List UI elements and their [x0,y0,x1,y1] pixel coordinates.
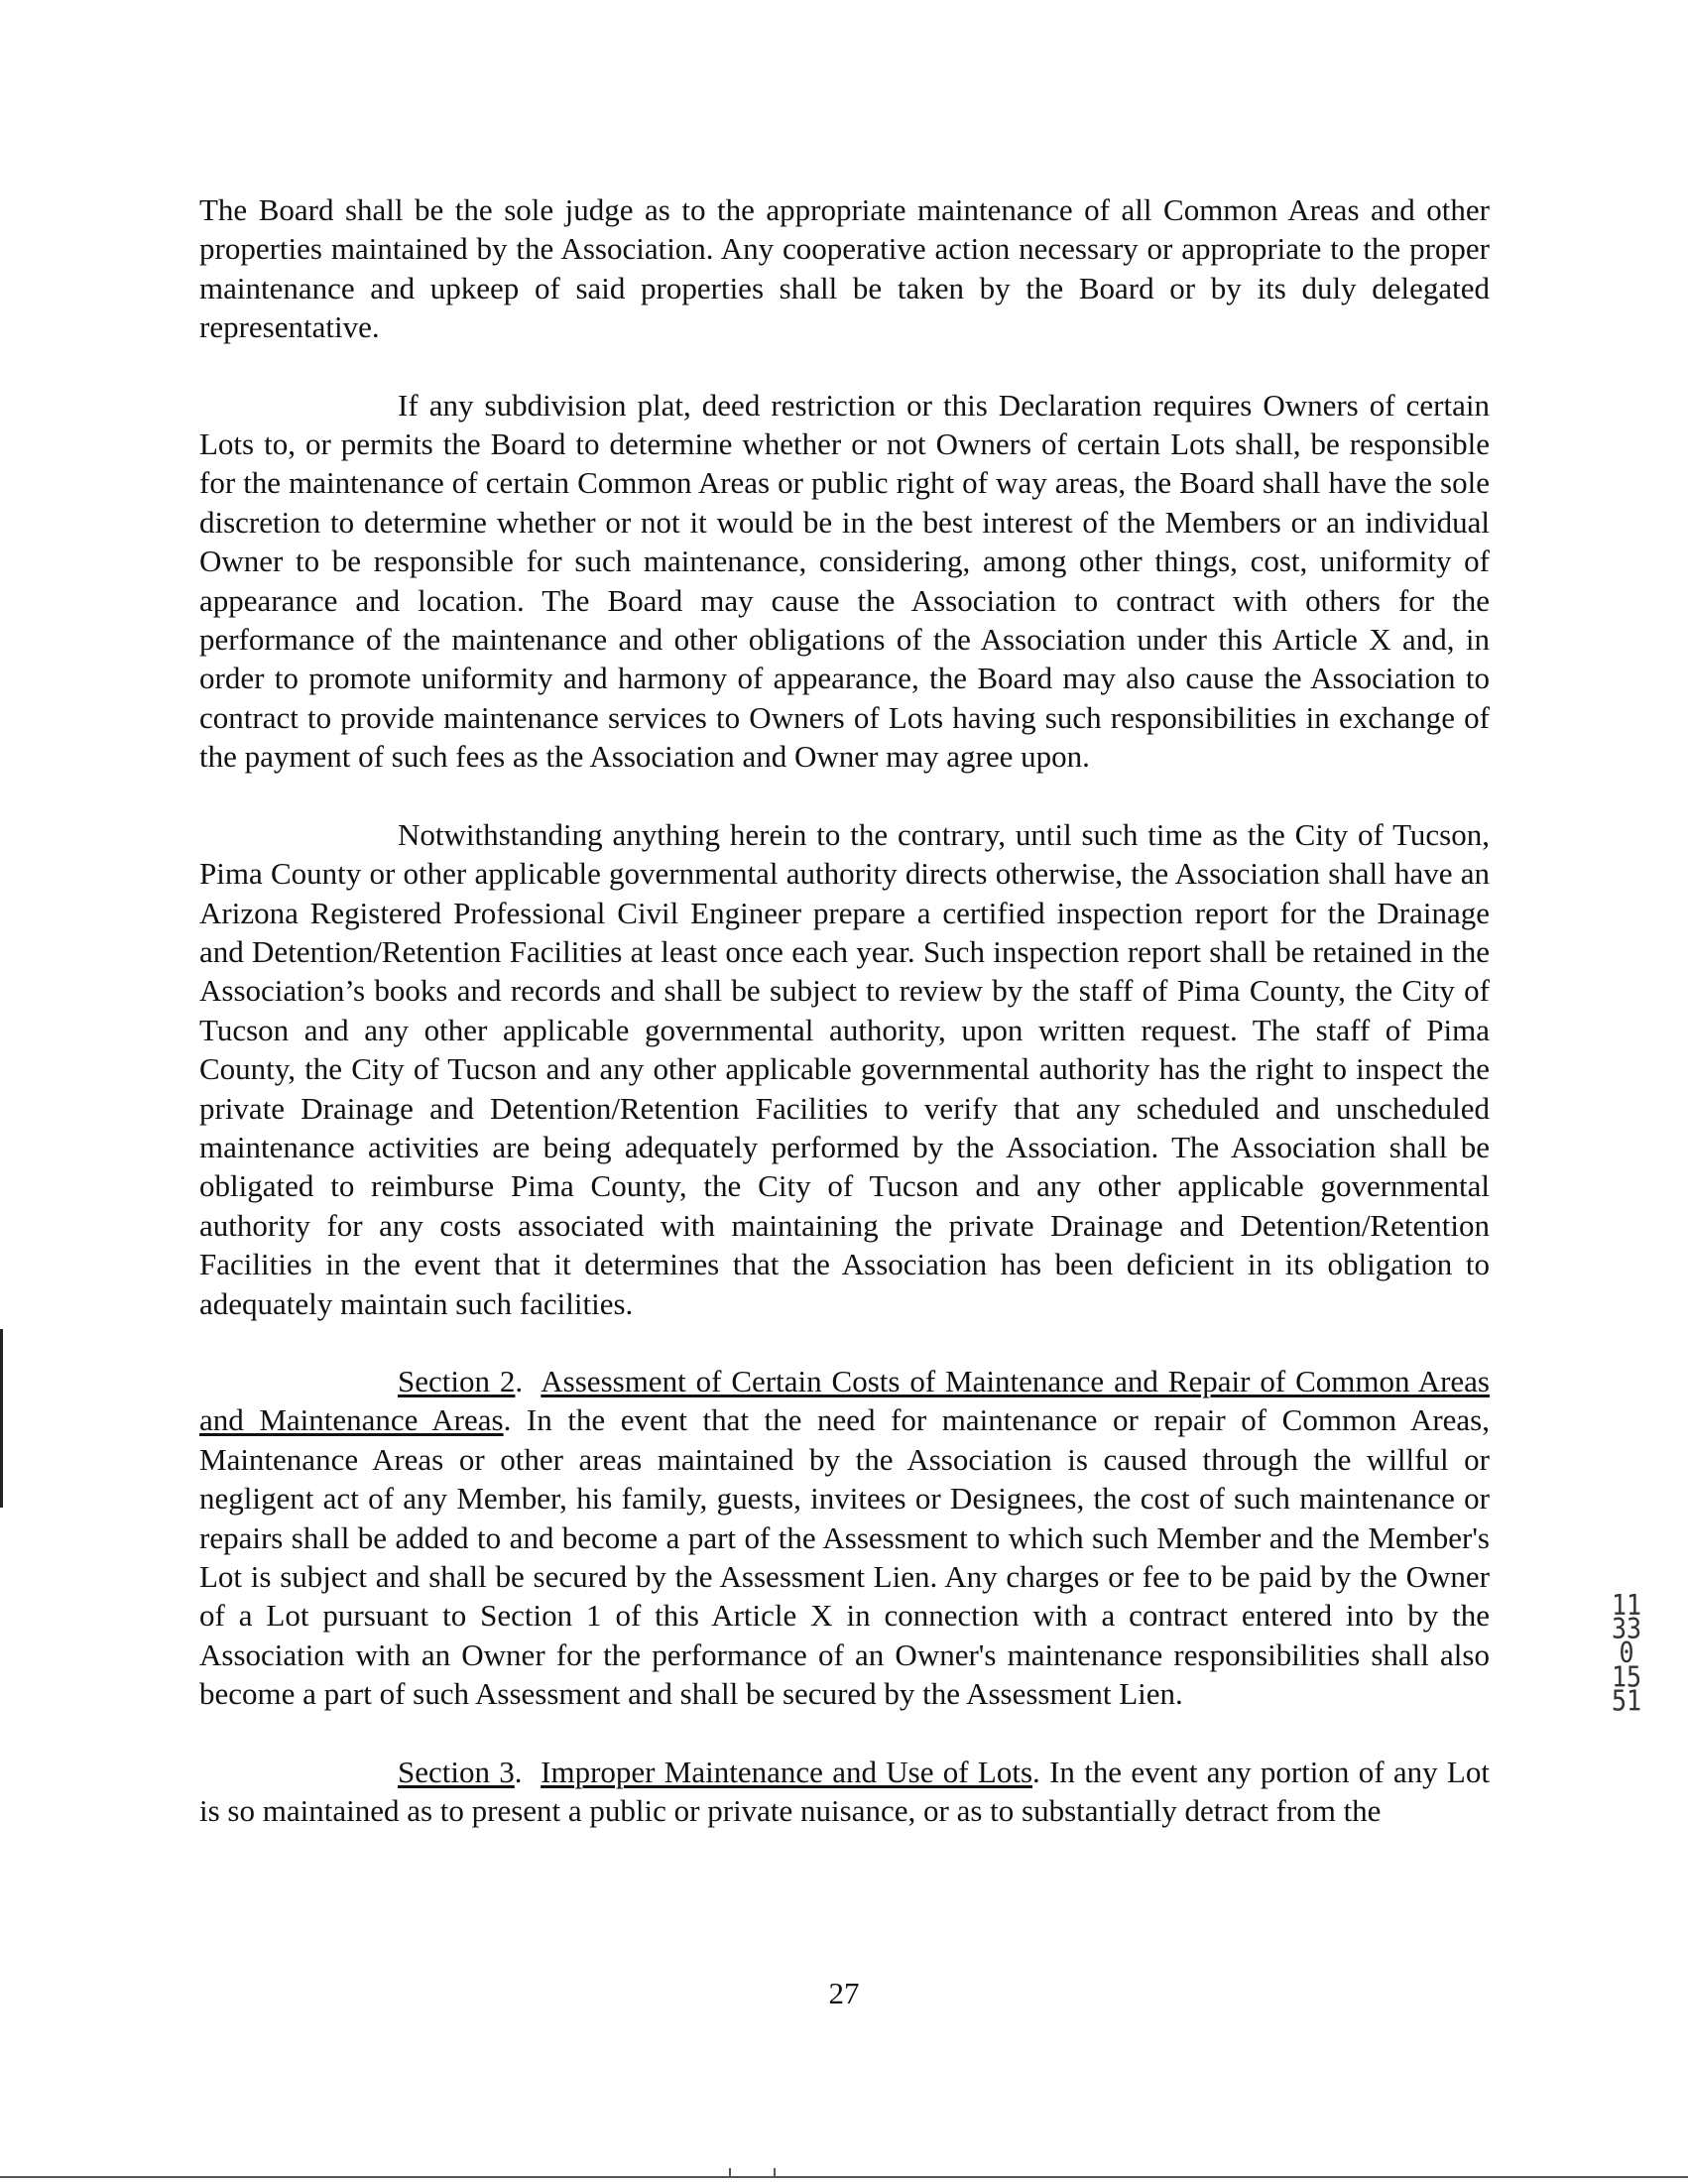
paragraph-subdivision-maintenance: If any subdivision plat, deed restriction or this Declaration requires Owners of certain Lots to, or permits the Board to determine whether or not Owners of certain Lots shall, be responsible for the maintenance of certain Common Areas or public right of way areas, the Board shall have the sole discretion to determine whether or not it would be in the best interest of the Members or an individual Owner to be responsible for such maintenance, considering, among other things, cost, uniformity of appearance and location. The Board may cause the Association to contract with others for the performance of the maintenance and other obligations of the Association under this Article X and, in order to promote uniformity and harmony of appearance, the Board may also cause the Association to contract to provide maintenance services to Owners of Lots having such responsibilities in exchange of the payment of such fees as the Association and Owner may agree upon. [199,387,1490,775]
paragraph-board-judge: The Board shall be the sole judge as to the appropriate maintenance of all Common Areas and other properties maintained by the Association. Any cooperative action necessary or appropriate to the proper maintenance and upkeep of said properties shall be taken by the Board or by its duly delegated representative. [199,192,1490,345]
section-2-heading: Assessment of Certain Costs of Maintenance and Repair of Common Areas and Maintenance Areas [199,1363,1490,1438]
document-body [199,190,1490,1830]
scan-bottom-tick [774,2168,776,2178]
section-2-number: Section 2 [398,1363,516,1398]
section-2-body: In the event that the need for maintenance or repair of Common Areas, Maintenance Areas or other areas maintained by the Association is caused through the willful or negligent act of any Member, his family, guests, invitees or Designees, the cost of such maintenance or repairs shall be added to and become a part of the Assessment to which such Member and the Member's Lot is subject and shall be secured by the Assessment Lien. Any charges or fee to be paid by the Owner of a Lot pursuant to Section 1 of this Article X in connection with a contract entered into by the Association with an Owner for the performance of an Owner's maintenance responsibilities shall also become a part of such Assessment and shall be secured by the Assessment Lien. [199,1402,1490,1712]
section-3-paragraph: Section 3. Improper Maintenance and Use of Lots. In the event any portion of any Lot is so maintained as to present a public or private nuisance, or as to substantially detract from the [199,1754,1490,1829]
scan-edge-mark [0,1329,3,1508]
recording-docket-stamp: 11330 1551 [1611,1588,1642,1718]
section-2-paragraph: Section 2. Assessment of Certain Costs of Maintenance and Repair of Common Areas and Maintenance Areas. In the event that the need for maintenance or repair of Common Areas, Maintenance Areas or other areas maintained by the Association is caused through the willful or negligent act of any Member, his family, guests, invitees or Designees, the cost of such maintenance or repairs shall be added to and become a part of the Assessment to which such Member and the Member's Lot is subject and shall be secured by the Assessment Lien. Any charges or fee to be paid by the Owner of a Lot pursuant to Section 1 of this Article X in connection with a contract entered into by the Association with an Owner for the performance of an Owner's maintenance responsibilities shall also become a part of such Assessment and shall be secured by the Assessment Lien. [199,1363,1490,1712]
paragraph-drainage-inspection: Notwithstanding anything herein to the contrary, until such time as the City of Tucson, Pima County or other applicable governmental authority directs otherwise, the Association shall have an Arizona Registered Professional Civil Engineer prepare a certified inspection report for the Drainage and Detention/Retention Facilities at least once each year. Such inspection report shall be retained in the Association’s books and records and shall be subject to review by the staff of Pima County, the City of Tucson and any other applicable governmental authority, upon written request. The staff of Pima County, the City of Tucson and any other applicable governmental authority has the right to inspect the private Drainage and Detention/Retention Facilities to verify that any scheduled and unscheduled maintenance activities are being adequately performed by the Association. The Association shall be obligated to reimburse Pima County, the City of Tucson and any other applicable governmental authority for any costs associated with maintaining the private Drainage and Detention/Retention Facilities in the event that it determines that the Association has been deficient in its obligation to adequately maintain such facilities. [199,816,1490,1321]
scan-bottom-tick [729,2168,731,2178]
page-number: 27 [828,1976,860,2010]
scan-bottom-border [0,2176,1688,2178]
section-3-number: Section 3 [398,1754,515,1789]
section-3-body: In the event any portion of any Lot is so maintained as to present a public or private nuisance, or as to substantially detract from the [199,1754,1490,1829]
section-3-heading: Improper Maintenance and Use of Lots [541,1754,1033,1789]
